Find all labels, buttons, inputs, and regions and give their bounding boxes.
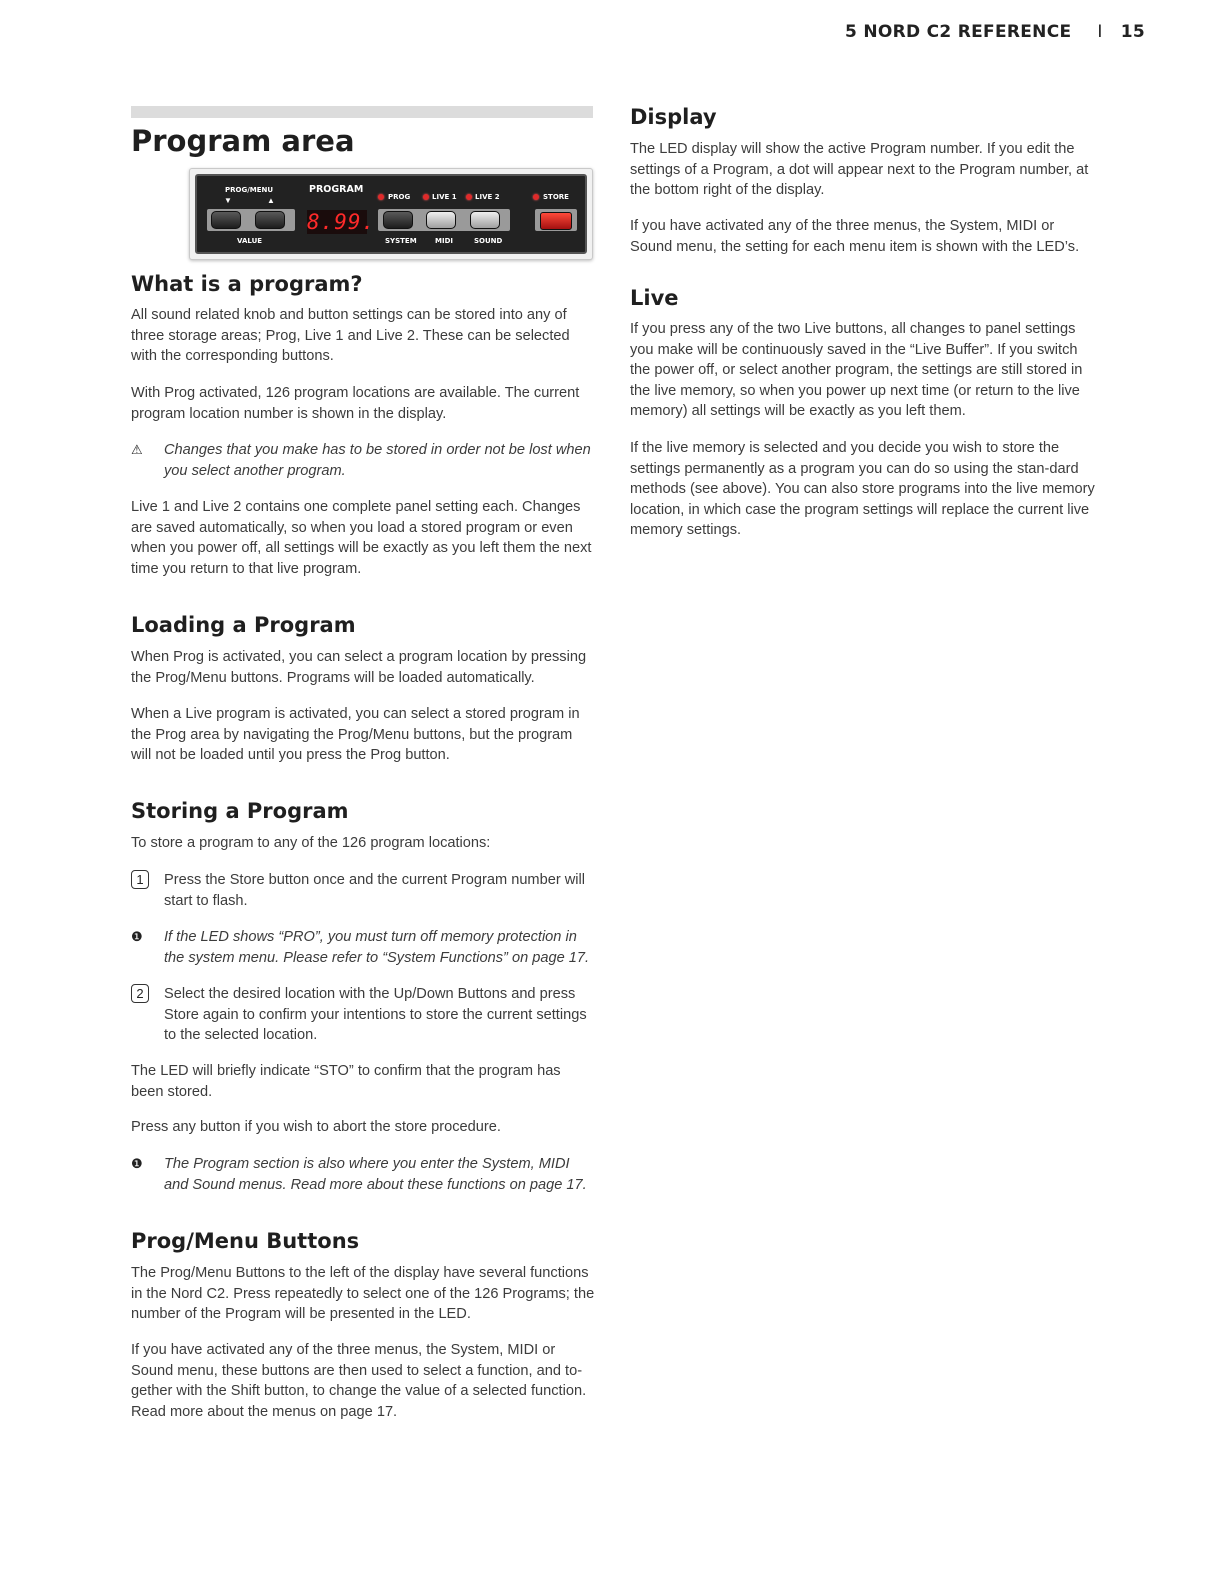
live1-label: LIVE 1 bbox=[432, 193, 457, 201]
section-bar bbox=[131, 106, 593, 118]
prog-menu-label: PROG/MENU bbox=[225, 186, 274, 194]
running-head bbox=[845, 22, 1145, 42]
heading-live: Live bbox=[630, 286, 679, 310]
section-title: Program area bbox=[131, 124, 355, 158]
paragraph: With Prog activated, 126 program locations are available. The current program location number is shown in the display. bbox=[131, 385, 580, 422]
warning-note bbox=[131, 440, 596, 481]
page-number: 15 bbox=[1120, 22, 1145, 42]
value-label: VALUE bbox=[237, 237, 263, 245]
info-icon: ❶ bbox=[131, 1156, 143, 1171]
paragraph: If the live memory is selected and you decide you wish to store the settings permanently as a program you can do so using the stan-dard methods (see above). You can also store programs into the live memory location, in which case the program settings will replace the current live memory settings. bbox=[630, 440, 1095, 539]
program-label: PROGRAM bbox=[309, 184, 364, 195]
paragraph: If you press any of the two Live buttons, all changes to panel settings you make will be continuously saved in the “Live Buffer”. If you switch the power off, or select another program, the settings are still stored in the live memory, so when you power up next time (or return to the live memory) all settings will be exactly as you left them. bbox=[630, 321, 1083, 420]
paragraph: If you have activated any of the three menus, the System, MIDI or Sound menu, the setting for each menu item is shown with the LED’s. bbox=[630, 218, 1080, 255]
store-button[interactable] bbox=[540, 212, 572, 230]
store-label: STORE bbox=[543, 193, 569, 201]
live2-label: LIVE 2 bbox=[475, 193, 500, 201]
prog-up-button[interactable] bbox=[255, 211, 285, 229]
program-panel bbox=[195, 174, 587, 254]
prog-button[interactable] bbox=[383, 211, 413, 229]
paragraph: If you have activated any of the three menus, the System, MIDI or Sound menu, these buttons are then used to select a function, and to-gether with the Shift button, to change the value of a selected function. Read more about the menus on page 17. bbox=[131, 1342, 587, 1420]
prog-label: PROG bbox=[388, 193, 411, 201]
info-note bbox=[131, 927, 596, 968]
paragraph: The LED display will show the active Program number. If you edit the settings of a Program, a dot will appear next to the Program number, at the bottom right of the display. bbox=[630, 141, 1089, 199]
midi-label: MIDI bbox=[435, 237, 453, 245]
info-text: The Program section is also where you enter the System, MIDI and Sound menus. Read more about these functions on page 17. bbox=[164, 1156, 587, 1193]
down-arrow-icon: ▼ bbox=[224, 196, 232, 205]
program-panel-illustration bbox=[189, 168, 593, 260]
paragraph: The Prog/Menu Buttons to the left of the display have several functions in the Nord C2. Press repeatedly to select one of the 126 Programs; the number of the Program will be presented in the LED. bbox=[131, 1265, 595, 1323]
warning-text: Changes that you make has to be stored in order not be lost when you select another program. bbox=[164, 442, 591, 479]
heading-prog-menu-buttons: Prog/Menu Buttons bbox=[131, 1229, 360, 1253]
live2-led bbox=[466, 194, 472, 200]
live1-led bbox=[423, 194, 429, 200]
live1-button[interactable] bbox=[426, 211, 456, 229]
up-arrow-icon: ▲ bbox=[267, 196, 275, 205]
header-separator: I bbox=[1097, 22, 1103, 42]
live2-button[interactable] bbox=[470, 211, 500, 229]
chapter-title: 5 NORD C2 REFERENCE bbox=[844, 22, 1072, 42]
step-number: 2 bbox=[131, 984, 149, 1003]
paragraph: Press any button if you wish to abort the store procedure. bbox=[131, 1119, 501, 1135]
sound-label: SOUND bbox=[474, 237, 503, 245]
led-display: 8.99. bbox=[307, 210, 376, 234]
step-2 bbox=[131, 984, 596, 1046]
info-icon: ❶ bbox=[131, 929, 143, 944]
system-label: SYSTEM bbox=[385, 237, 417, 245]
paragraph: Live 1 and Live 2 contains one complete panel setting each. Changes are saved automatically, so when you load a stored program or even when you power off, all settings will be exactly as you left them the next time you return to that live program. bbox=[131, 499, 592, 577]
heading-display: Display bbox=[630, 105, 717, 129]
store-led bbox=[533, 194, 539, 200]
heading-what-is-program: What is a program? bbox=[131, 272, 363, 296]
paragraph: When a Live program is activated, you can select a stored program in the Prog area by navigating the Prog/Menu buttons, but the program will not be loaded until you press the Prog button. bbox=[131, 706, 580, 764]
paragraph: To store a program to any of the 126 program locations: bbox=[131, 835, 491, 851]
step-text: Press the Store button once and the current Program number will start to flash. bbox=[164, 872, 586, 909]
prog-down-button[interactable] bbox=[211, 211, 241, 229]
step-1 bbox=[131, 870, 596, 911]
paragraph: When Prog is activated, you can select a program location by pressing the Prog/Menu buttons. Programs will be loaded automatically. bbox=[131, 649, 587, 686]
step-text: Select the desired location with the Up/Down Buttons and press Store again to confirm your intentions to store the current settings to the selected location. bbox=[164, 986, 587, 1044]
paragraph: All sound related knob and button settings can be stored into any of three storage areas; Prog, Live 1 and Live 2. These can be selected with the corresponding buttons. bbox=[131, 307, 570, 365]
info-note bbox=[131, 1154, 596, 1195]
step-number: 1 bbox=[131, 870, 149, 889]
info-text: If the LED shows “PRO”, you must turn off memory protection in the system menu. Please refer to “System Functions” on page 17. bbox=[164, 929, 590, 966]
paragraph: The LED will briefly indicate “STO” to confirm that the program has been stored. bbox=[131, 1063, 561, 1100]
warning-icon: ⚠ bbox=[131, 442, 143, 457]
prog-led bbox=[378, 194, 384, 200]
heading-storing-program: Storing a Program bbox=[131, 799, 349, 823]
heading-loading-program: Loading a Program bbox=[131, 613, 356, 637]
